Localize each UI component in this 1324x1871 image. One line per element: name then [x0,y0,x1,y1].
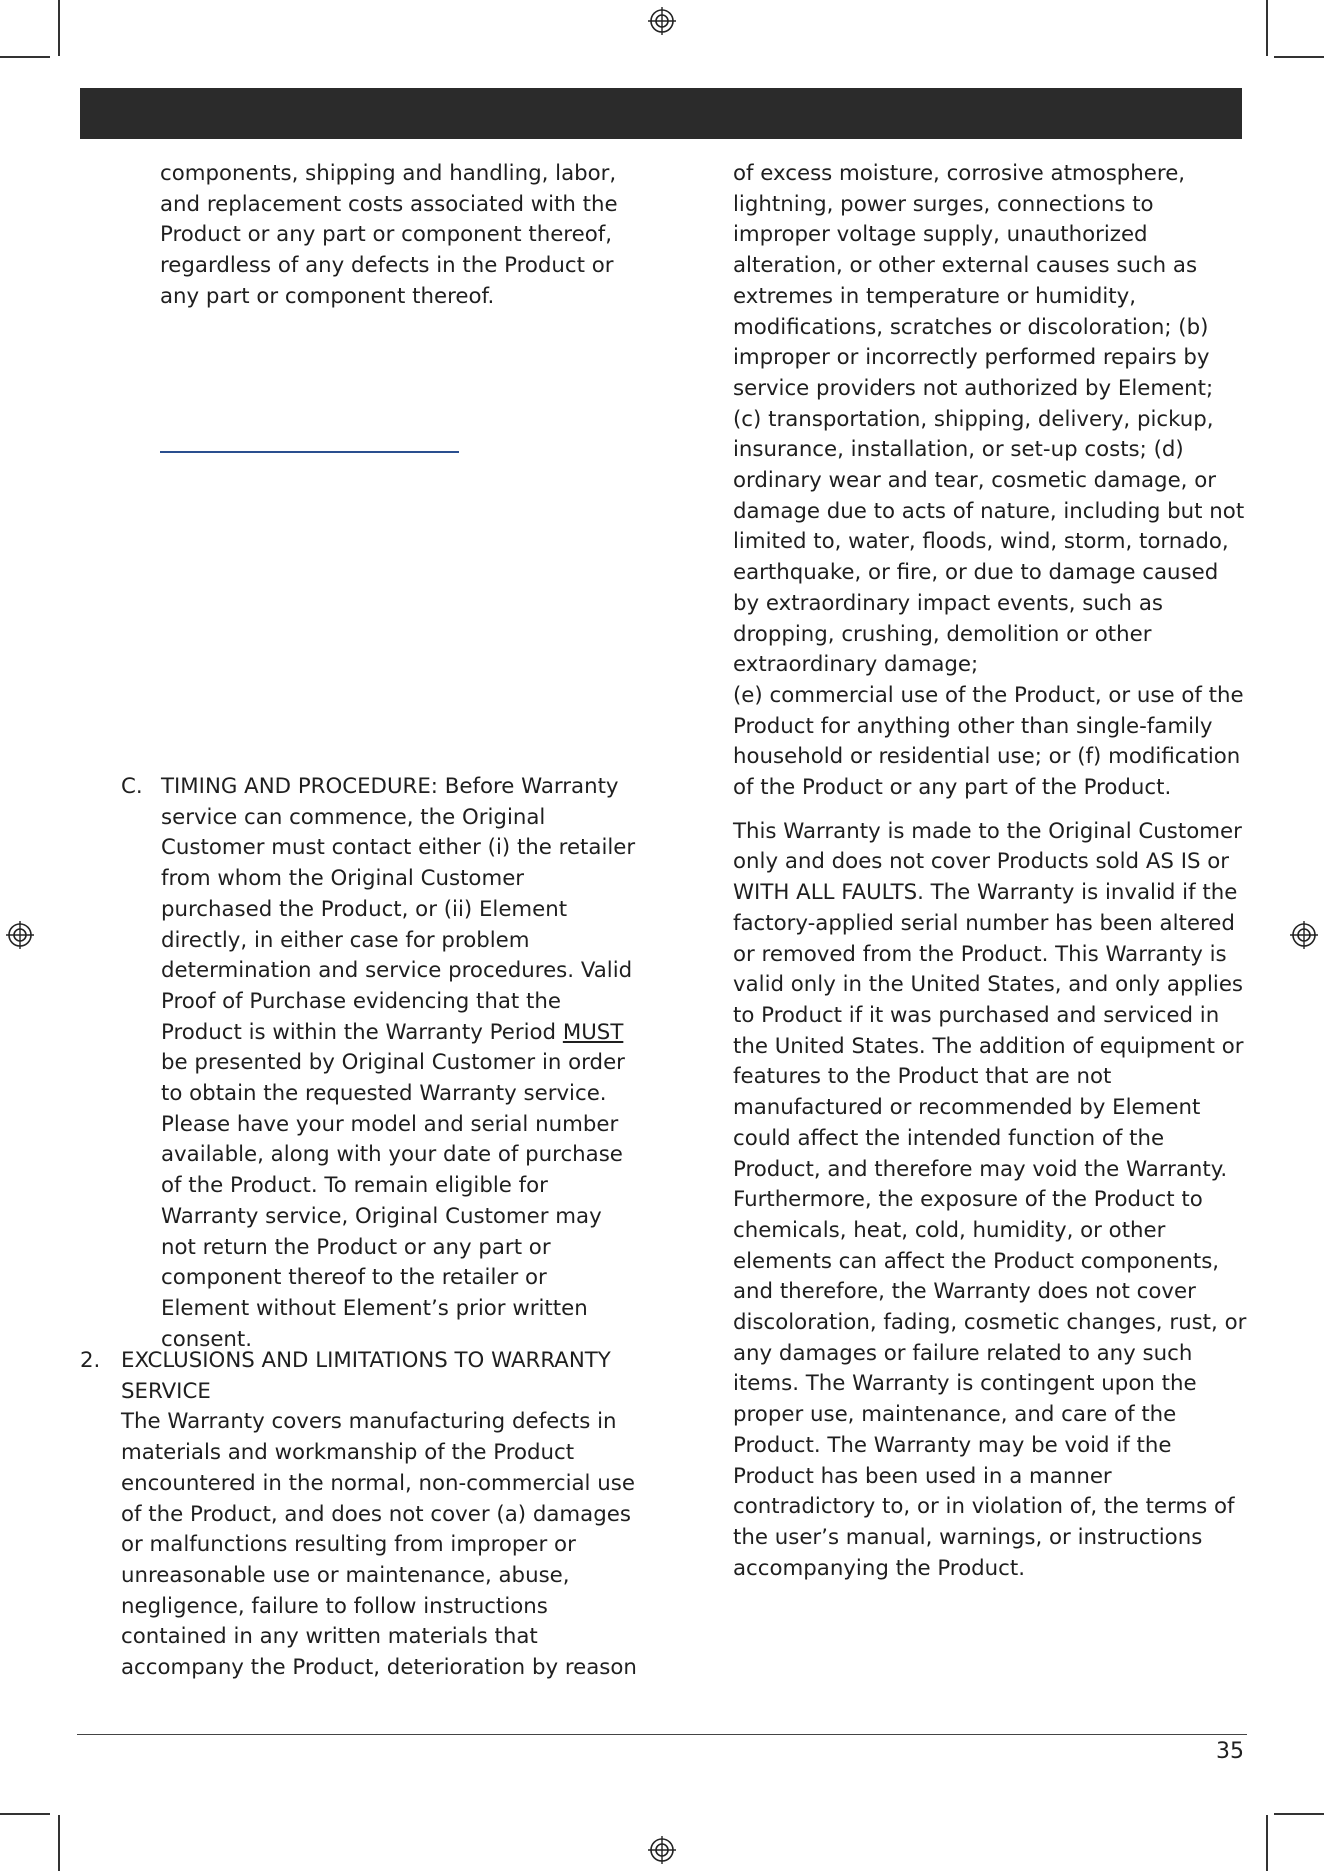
crop-mark [58,0,60,56]
section-2-text-2: (a) damages or malfunctions resulting from improper or unreasonable use or maintenance, abuse, negligence, failure to follow instructions contained in any written materials that accompany the Product, deterioration by reason [121,1501,637,1681]
registration-mark-icon [6,921,34,949]
page-number: 35 [1216,1739,1244,1764]
section-2 [80,1346,640,1684]
section-c-body [161,772,641,1355]
section-c-heading: TIMING AND PROCEDURE: [161,774,438,799]
header-bar [80,88,1242,139]
registration-mark-icon [1290,921,1318,949]
section-c-emphasis: MUST [562,1019,624,1045]
section-c-text-2: be presented by Original Customer in order to obtain the requested Warranty service. Please have your model and serial number available, along with your date of purchase of the Product. To remain eligible for Warranty service, Original Customer may not return the Product or any part or component thereof to the retailer or Element without Element’s prior written consent. [161,1050,625,1352]
continuation-text: components, shipping and handling, labor, and replacement costs associated with the Product or any part or component thereof, regardless of any defects in the Product or any part or component thereof. [160,161,618,309]
section-2-number: 2. [80,1348,101,1373]
registration-mark-icon [648,7,676,35]
crop-mark [0,1813,50,1815]
exclusions-continued: of excess moisture, corrosive atmosphere, lightning, power surges, connections to improper voltage supply, unauthorized alteration, or other external causes such as extremes in temperature or humidity, modifications, scratches or discoloration; (b) improper or incorrectly performed repairs by service providers not authorized by Element; (c) transportation, shipping, delivery, pickup, insurance, installation, or set-up costs; (d) ordinary wear and tear, cosmetic damage, or damage due to acts of nature, including but not limited to, water, floods, wind, storm, tornado, earthquake, or fire, or due to damage caused by extraordinary impact events, such as dropping, crushing, demolition or other extraordinary damage; [733,161,1245,678]
section-2-heading: EXCLUSIONS AND LIMITATIONS TO WARRANTY SERVICE [121,1348,611,1404]
exclusions-continued-2: (e) commercial use of the Product, or use of the Product for anything other than single-family household or residential use; or (f) modification of the Product or any part of the Product. [733,682,1244,801]
footer-rule [77,1734,1247,1735]
section-c-text-1: Before Warranty service can commence, the Original Customer must contact either (i) the retailer from whom the Original Customer purchased the Product, or (ii) Element directly, in either case for problem determination and service procedures. Valid Proof of Purchase evidencing that the Product is within the Warranty Period [161,774,636,1045]
registration-mark-icon [648,1836,676,1864]
section-2-text-1: The Warranty covers manufacturing defects in materials and workmanship of the Product encountered in the normal, non-commercial use of the Product, and [121,1409,635,1527]
crop-mark [1266,0,1268,56]
crop-mark [1266,1815,1268,1871]
continuation-paragraph [160,159,640,313]
section-2-body [121,1407,640,1683]
right-column [733,159,1248,1584]
divider-line [160,451,459,453]
section-c [121,772,641,1355]
crop-mark [1274,56,1324,58]
crop-mark [58,1815,60,1871]
warranty-conditions-paragraph: This Warranty is made to the Original Customer only and does not cover Products sold AS IS or WITH ALL FAULTS. The Warranty is invalid if the factory-applied serial number has been altered or removed from the Product. This Warranty is valid only in the United States, and only applies to Product if it was purchased and serviced in the United States. The addition of equipment or features to the Product that are not manufactured or recommended by Element could affect the intended function of the Product, and therefore may void the Warranty. Furthermore, the exposure of the Product to chemicals, heat, cold, humidity, or other elements can affect the Product components, and therefore, the Warranty does not cover discoloration, fading, cosmetic changes, rust, or any damages or failure related to any such items. The Warranty is contingent upon the proper use, maintenance, and care of the Product. The Warranty may be void if the Product has been used in a manner contradictory to, or in violation of, the terms of the user’s manual, warnings, or instructions accompanying the Product. [733,818,1247,1581]
crop-mark [0,56,50,58]
crop-mark [1274,1813,1324,1815]
section-c-label: C. [121,774,143,799]
section-2-emphasis: does not cover [331,1501,490,1527]
